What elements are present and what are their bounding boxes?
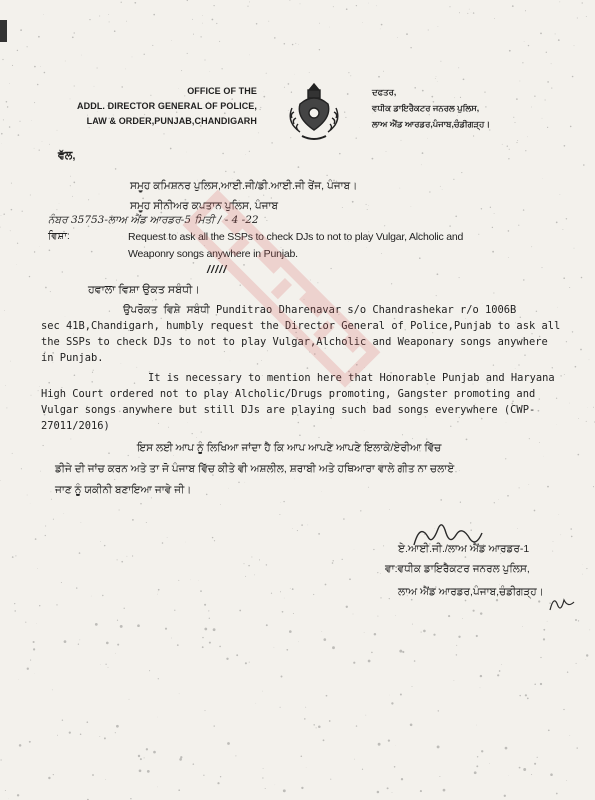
subject-line: Request to ask all the SSPs to check DJs to not to play Vulgar, Alcholic and xyxy=(128,231,464,243)
office-en-line: OFFICE OF THE xyxy=(187,86,257,96)
paragraph-line: ਇਸ ਲਈ ਆਪ ਨੂੰ ਲਿਖਿਆ ਜਾਂਦਾ ਹੈ ਕਿ ਆਪ ਆਪਣੇ ਆਪਣੇ ਇਲਾਕੇ/ਏਰੀਆ ਵਿੱਚ xyxy=(137,442,442,454)
paragraph-line: 27011/2016) xyxy=(41,420,110,432)
paragraph-line: ਡੀਜੇ ਦੀ ਜਾਂਚ ਕਰਨ ਅਤੇ ਤਾ ਜੋ ਪੰਜਾਬ ਵਿੱਚ ਕੀਤੇ ਵੀ ਅਸ਼ਲੀਲ, ਸ਼ਰਾਬੀ ਅਤੇ ਹਥਿਆਰਾ ਵਾਲੇ ਗੀਤ ਨਾ ਚਲਾਏ xyxy=(55,463,455,475)
paragraph-line: ਉਪਰੋਕਤ ਵਿਸ਼ੇ ਸਬੰਧੀ Punditrao Dharenavar s/o Chandrashekar r/o 1006B xyxy=(123,304,517,316)
reference-number: ਨੰਬਰ 35753-ਲਾਅ ਐਂਡ ਆਰਡਰ-5 ਮਿਤੀ / - 4 -22 xyxy=(48,214,259,226)
office-en-line: ADDL. DIRECTOR GENERAL OF POLICE, xyxy=(77,101,257,111)
paragraph-line: sec 41B,Chandigarh, humbly request the Director General of Police,Punjab to ask all xyxy=(41,320,561,332)
addressee-line: ਸਮੂਹ ਸੀਨੀਅਰ ਕਪਤਾਨ ਪੁਲਿਸ, ਪੰਜਾਬ xyxy=(130,200,278,212)
paragraph-line: ਜਾਣ ਨੂੰ ਯਕੀਨੀ ਬਣਾਇਆ ਜਾਵੇ ਜੀ। xyxy=(55,484,192,496)
paragraph-line: It is necessary to mention here that Honorable Punjab and Haryana xyxy=(148,372,555,384)
subject-line: Weaponry songs anywhere in Punjab. xyxy=(128,248,298,260)
to-label: ਵੱਲ, xyxy=(58,150,76,162)
office-en-line: LAW & ORDER,PUNJAB,CHANDIGARH xyxy=(86,116,257,126)
paragraph-line: High Court ordered not to play Alcholic/Drugs promoting, Gangster promoting and xyxy=(41,388,536,400)
office-pa-line: ਵਧੀਕ ਡਾਇਰੈਕਟਰ ਜਨਰਲ ਪੁਲਿਸ, xyxy=(372,103,480,113)
office-pa-line: ਦਫਤਰ, xyxy=(372,87,397,97)
paragraph-line: the SSPs to check DJs to not to play Vulgar,Alcholic and Weaponary songs anywhere xyxy=(41,336,548,348)
office-punjabi xyxy=(372,84,490,132)
office-pa-line: ਲਾਅ ਐਂਡ ਆਰਡਰ,ਪੰਜਾਬ,ਚੰਡੀਗੜ੍ਹ। xyxy=(372,119,491,129)
scan-mark xyxy=(0,20,7,42)
initials-icon xyxy=(548,592,578,614)
subject-label: ਵਿਸ਼ਾ: xyxy=(48,231,70,242)
watermark-stamp xyxy=(150,160,410,420)
punjab-police-emblem-icon xyxy=(282,78,346,144)
office-english xyxy=(77,84,257,129)
signature-line: ਲਾਅ ਐਂਡ ਆਰਡਰ,ਪੰਜਾਬ,ਚੰਡੀਗੜ੍ਹ। xyxy=(398,586,544,598)
signature-line: ਏ.ਆਈ.ਜੀ./ਲਾਅ ਐਂਡ ਆਰਡਰ-1 xyxy=(398,543,530,555)
paragraph-line: Vulgar songs anywhere but still DJs are playing such bad songs everywhere (CWP- xyxy=(41,404,536,416)
signature-line: ਵਾ:ਵਧੀਕ ਡਾਇਰੈਕਟਰ ਜਨਰਲ ਪੁਲਿਸ, xyxy=(385,563,530,575)
addressee-line: ਸਮੂਹ ਕਮਿਸ਼ਨਰ ਪੁਲਿਸ,ਆਈ.ਜੀ/ਡੀ.ਆਈ.ਜੀ ਰੇਂਜ, ਪੰਜਾਬ। xyxy=(130,180,358,192)
reference-subject: ਹਵਾਲਾ ਵਿਸ਼ਾ ਉਕਤ ਸਬੰਧੀ। xyxy=(88,284,200,296)
separator-marks: ///// xyxy=(207,264,228,276)
paragraph-line: in Punjab. xyxy=(41,352,104,364)
